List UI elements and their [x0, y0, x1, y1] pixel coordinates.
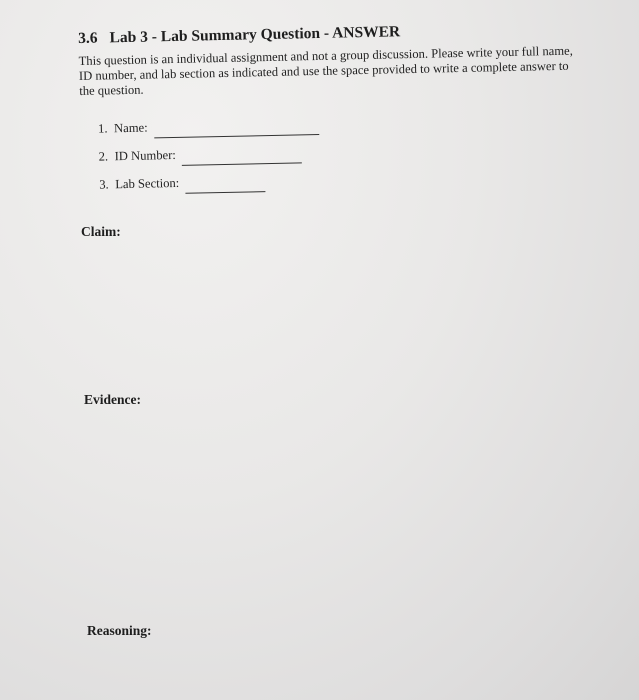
question-heading [78, 19, 583, 48]
worksheet-content [78, 19, 586, 193]
name-label: Name: [113, 120, 148, 136]
student-info-list [98, 98, 587, 192]
field-index: 3. [99, 177, 109, 192]
lab-section-blank-line[interactable] [185, 190, 265, 194]
id-number-label: ID Number: [114, 147, 177, 164]
question-title: Lab 3 - Lab Summary Question - ANSWER [109, 23, 401, 47]
evidence-label: Evidence: [84, 392, 141, 407]
lab-section-label: Lab Section: [115, 175, 180, 192]
reasoning-label: Reasoning: [87, 623, 152, 638]
claim-label: Claim: [81, 224, 121, 239]
field-index: 1. [97, 121, 108, 136]
question-number: 3.6 [78, 29, 98, 47]
field-index: 2. [98, 149, 109, 164]
instructions-text: This question is an individual assignment and not a group discussion. Please write your full name, ID number, and lab section as indicated and use the space provided to write a complete answer to the question. [78, 43, 573, 98]
